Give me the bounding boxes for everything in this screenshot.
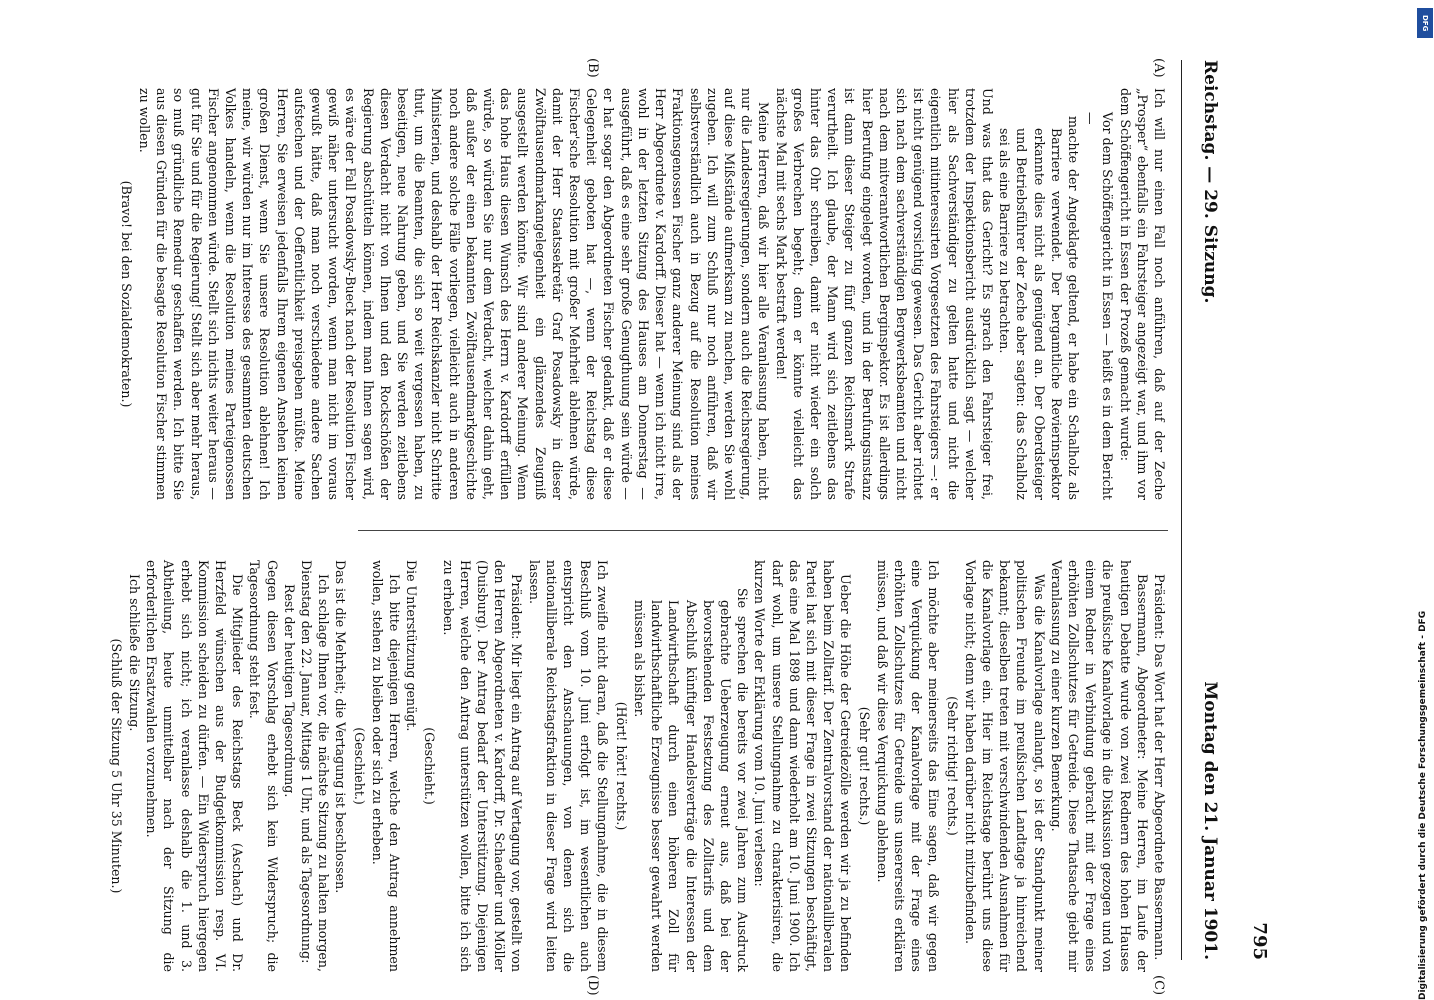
- dfg-logo: DFG: [1417, 8, 1433, 38]
- interjection: (Hört! hört! rechts.): [613, 701, 629, 831]
- paragraph: Vor dem Schöffengericht in Essen — heißt es in dem Bericht —: [1083, 112, 1116, 500]
- column-divider: [358, 530, 1168, 531]
- paragraph: Ich möchte aber meinerseits das Eine sagen, daß wir gegen eine Verquickung der Kanalvorlage mit der Frage eines erhöhten Zollschutzes für Getreide uns unsererseits erklären müssen, und daß wir diese Verquickung ablehnen.: [874, 560, 942, 972]
- interjection: (Sehr gut! rechts.): [856, 706, 872, 826]
- speaker-paragraph: Bassermann, Abgeordneter: Meine Herren, im Laufe der heutigen Debatte wurde von zwei Rednern des hohen Hauses die preußische Kanalvorlage in die Diskussion gezogen und von einem Redner in Verbindung gebracht mit der Frage eines erhöhten Zollschutzes für Getreide. Diese Thatsache giebt mir Veranlassung zu einer kurzen Bemerkung.: [1048, 560, 1150, 972]
- digitization-credit: [1412, 0, 1434, 1000]
- interjection: (Sehr richtig! rechts.): [944, 696, 960, 836]
- paragraph: Ich schlage Ihnen vor, die nächste Sitzung zu halten morgen, Dienstag den 22. Januar, Mittags 1 Uhr, und als Tagesordnung:: [299, 560, 332, 972]
- session-end-note: (Schluß der Sitzung 5 Uhr 35 Minuten.): [108, 638, 124, 894]
- speaker-paragraph: Präsident: Das Wort hat der Herr Abgeordnete Bassermann.: [1152, 574, 1167, 961]
- marker-b: (B): [585, 58, 600, 78]
- marker-a: (A): [1151, 58, 1166, 78]
- left-column: [118, 88, 1168, 500]
- paragraph: Ich bitte diejenigen Herren, welche den Antrag annehmen wollen, stehen zu bleiben oder sich zu erheben.: [369, 560, 403, 972]
- paragraph: Die Unterstützung genügt.: [404, 560, 420, 732]
- page-header: [1190, 60, 1270, 960]
- right-column: [108, 560, 1168, 972]
- paragraph: Ich zweifle nicht daran, daß die Stellungnahme, die in diesem Beschluß vom 10. Juni erfolgt ist, im wesentlichen auch entspricht den Anschauungen, von denen sich die nationalliberale Reichstagsfraktion in dieser Frage wird leiten lassen.: [526, 560, 611, 972]
- header-left: Reichstag. — 29. Sitzung.: [1200, 60, 1220, 304]
- interjection: (Geschieht.): [422, 727, 438, 805]
- paragraph: Ich will nur einen Fall noch anführen, daß auf der Zeche „Prosper“ ebenfalls ein Fahrsteiger angezeigt war, und ihm vor dem Schöffengericht in Essen der Prozeß gemacht wurde:: [1117, 88, 1167, 500]
- paragraph: Ueber die Höhe der Getreidezölle werden wir ja zu befinden haben beim Zolltarif. Der Zentralvorstand der nationalliberalen Partei hat sich mit dieser Frage in zwei Sitzungen beschäftigt, das eine Mal 1898 und dann wiederholt am 10. Juni 1900. Ich darf wohl, um unsere Stellungnahme zu charakterisiren, die kurzen Worte der Erklärung vom 10. Juni verlesen:: [752, 560, 854, 972]
- marker-d: (D): [585, 975, 600, 996]
- interjection: (Geschieht.): [351, 727, 367, 805]
- paragraph: Was die Kanalvorlage anlangt, so ist der Standpunkt meiner politischen Freunde im preußischen Landtage ja hinreichend bekannt; dieselben treten mit verschwindenden Ausnahmen für die Kanalvorlage ein. Hier im Reichstage berührt uns diese Vorlage nicht; denn wir haben darüber nicht mitzubefinden.: [962, 560, 1047, 972]
- paragraph: Gegen diesen Vorschlag erhebt sich kein Widerspruch; die Tagesordnung steht fest.: [247, 560, 280, 972]
- page-number: 795: [1249, 922, 1270, 960]
- header-right: Montag den 21. Januar 1901.: [1200, 681, 1220, 960]
- speaker-paragraph: Präsident: Mir liegt ein Antrag auf Vertagung vor, gestellt von den Herren Abgeordneten v. Kardorff, Dr. Schaedler und Möller (Duisburg). Der Antrag bedarf der Unterstützung. Diejenigen Herren, welche den Antrag unterstützen wollen, bitte ich sich zu erheben.: [440, 560, 525, 972]
- credit-text: Digitalisierung gefördert durch die Deutsche Forschungsgemeinschaft - DFG: [1418, 610, 1428, 1000]
- paragraph: Das ist die Mehrheit; die Vertagung ist beschlossen.: [333, 560, 349, 894]
- header-rule: [1181, 60, 1182, 960]
- quoted-paragraph: Sie sprechen die bereits vor zwei Jahren zum Ausdruck gebrachte Ueberzeugung erneut aus, daß bei der bevorstehenden Festsetzung des Zolltarifs und dem Abschluß künftiger Handelsverträge die Interessen der Landwirthschaft durch einen höheren Zoll für landwirthschaftliche Erzeugnisse besser gewahrt werden müssen als bisher.: [631, 588, 751, 972]
- quoted-paragraph: machte der Angeklagte geltend, er habe ein Schalholz als Barriere verwendet. Der bergamtliche Revierinspektor erkannte dies nicht als genügend an. Der Oberdsteiger und Betriebsführer der Zeche aber sagten: das Schalholz sei als eine Barriere zu betrachten.: [997, 116, 1081, 500]
- applause-note: (Bravo! bei den Sozialdemokraten.): [118, 180, 134, 408]
- marker-c: (C): [1151, 975, 1166, 996]
- paragraph: Rest der heutigen Tagesordnung.: [281, 584, 297, 798]
- paragraph: Und was that das Gericht? Es sprach den Fahrsteiger frei, trotzdem der Inspektionsbericht ausdrücklich sagt — welcher hier als Sachverständiger zu gelten hatte und nicht die eigentlich mitinteressirten Vorgesetzten des Fahrsteigers —: er ist nicht genügend vorsichtig gewesen. Das Gericht aber richtet sich nach dem sachverständigen Bergwerksbeamten und nicht nach dem mitverantwortlichen Berginspektor. Es ist allerdings hier Berufung eingelegt worden, und in der Berufungsinstanz ist dann dieser Steiger zu fünf ganzen Reichsmark Strafe verurtheilt. Ich glaube, der Mann wird sich zeitlebens das hinter das Ohr schreiben, damit er nicht wieder ein solch großes Verbrechen begeht; denn er könnte vielleicht das nächste Mal mit sechs Mark bestraft werden!: [773, 88, 995, 500]
- paragraph: Ich schließe die Sitzung.: [127, 574, 143, 732]
- paragraph: Meine Herren, daß wir hier alle Veranlassung haben, nicht nur die Landesregierungen, sondern auch die Reichsregierung, auf diese Mißstände aufmerksam zu machen, werden Sie wohl zugeben. Ich will zum Schluß nur noch anführen, daß wir selbstverständlich auch in Bezug auf die Resolution meines Fraktionsgenossen Fischer ganz anderer Meinung sind als der Herr Abgeordnete v. Kardorff. Dieser hat — wenn ich nicht irre, wohl in der letzten Sitzung des Hauses am Donnerstag — ausgeführt, daß es eine sehr große Genugthuung sein würde — er hat sogar den Abgeordneten Fischer gedankt, daß er diese Gelegenheit geboten hat —, wenn der Reichstag diese Fischer'sche Resolution mit großer Mehrheit ablehnen würde, damit der Herr Staatssekretär Graf Posadowsky in dieser Zwölftausendmarkangelegenheit ein glänzendes Zeugniß ausgestellt werden könnte. Wir sind anderer Meinung. Wenn das hohe Haus diesen Wunsch des Herrn v. Kardorff erfüllen würde, so würden Sie nur dem Verdacht, welcher dahin geht, daß außer der einen bekannten Zwölftausendmarkgeschichte noch andere solche Fälle vorliegen, vielleicht auch in anderen Ministerien, und deshalb der Herr Reichskanzler nicht Schritte thut, um die Beamten, die sich so weit vergessen haben, zu beseitigen, neue Nahrung geben, und Sie werden zeitlebens diesen Verdacht nicht von Ihnen und den Rockschößen der Regierung abschütteln können, indem man Ihnen sagen wird, es wäre der Fall Posadowsky-Bueck nach der Resolution Fischer gewiß näher untersucht worden, wenn man nicht im voraus gewußt hätte, daß man noch verschiedene andere Sachen aufstechen und der Oeffentlichkeit preisgeben müßte. Meine Herren, Sie erweisen jedenfalls Ihrem eigenen Ansehen keinen großen Dienst, wenn Sie unsere Resolution ablehnen! Ich meine, wir würden nur im Interesse des gesammten deutschen Volkes handeln, wenn die Resolution meines Parteigenossen Fischer angenommen würde. Stellt sich nichts weiter heraus — gut für Sie und für die Regierung! Stellt sich aber mehr heraus, so muß gründliche Remedur geschaffen werden. Ich bitte Sie aus diesen Gründen für die besagte Resolution Fischer stimmen zu wollen.: [137, 88, 772, 500]
- paragraph: Die Mitglieder des Reichstags Beck (Aschach) und Dr. Herzfeld wünschen aus der Budgetkommission resp. VI. Kommission scheiden zu dürfen. — Ein Widerspruch hiergegen erhebt sich nicht; ich veranlasse deshalb die 1. und 3. Abtheilung, heute unmittelbar nach der Sitzung die erforderlichen Ersatzwahlen vorzunehmen.: [144, 560, 246, 972]
